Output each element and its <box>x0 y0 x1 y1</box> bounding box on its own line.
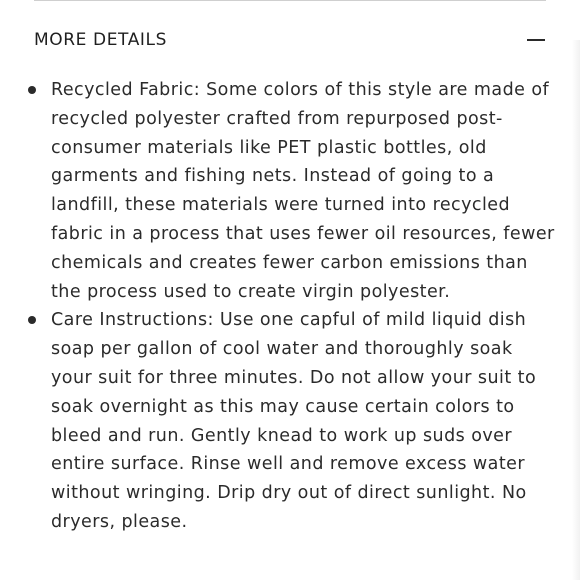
details-list <box>26 76 556 537</box>
scrollbar-track[interactable] <box>572 40 580 580</box>
bullet-icon <box>28 316 36 324</box>
bullet-icon <box>28 86 36 94</box>
section-title: MORE DETAILS <box>34 30 168 50</box>
detail-text: Recycled Fabric: Some colors of this style are made of recycled polyester crafted from repurposed post-consumer materials like PET plastic bottles, old garments and fishing nets. Instead of going to a landfill, these materials were turned into recycled fabric in a process that uses fewer oil resources, fewer chemicals and creates fewer carbon emissions than the process used to create virgin polyester. <box>51 80 555 302</box>
detail-item-care-instructions <box>26 306 556 536</box>
more-details-accordion-header[interactable] <box>34 20 546 60</box>
detail-text: Care Instructions: Use one capful of mild liquid dish soap per gallon of cool water and thoroughly soak your suit for three minutes. Do not allow your suit to soak overnight as this may cause certain colors to bleed and run. Gently knead to work up suds over entire surface. Rinse well and remove excess water without wringing. Drip dry out of direct sunlight. No dryers, please. <box>51 310 537 532</box>
detail-item-recycled-fabric <box>26 76 556 306</box>
top-divider <box>34 0 546 1</box>
minus-icon[interactable] <box>526 30 546 50</box>
